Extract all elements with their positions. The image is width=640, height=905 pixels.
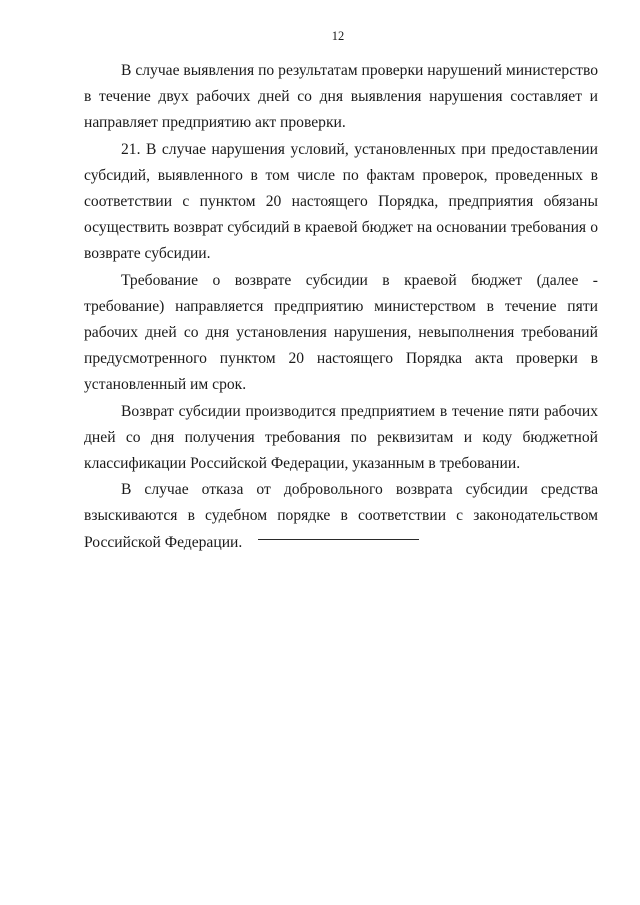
paragraph-court-recovery: В случае отказа от добровольного возврата субсидии средства взыскиваются в судебном порядке в соответствии с законодательством Российской Федерации.	[84, 481, 598, 551]
closing-rule	[258, 539, 419, 540]
paragraph-return-requirement: Требование о возврате субсидии в краевой бюджет (далее - требование) направляется предприятию министерством в течение пяти рабочих дней со дня установления нарушения, невыполнения требований предусмотренного пунктом 20 настоящего Порядка акта проверки в установленный им срок.	[84, 271, 598, 394]
page-number: 12	[331, 29, 345, 43]
document-body	[84, 58, 598, 556]
paragraph-21-subsidy-return: 21. В случае нарушения условий, установленных при предоставлении субсидий, выявленного в том числе по фактам проверок, проведенных в соответствии с пунктом 20 настоящего Порядка, предприятия обязаны осуществить возврат субсидий в краевой бюджет на основании требования о возврате субсидии.	[84, 140, 598, 263]
paragraph-return-procedure: Возврат субсидии производится предприятием в течение пяти рабочих дней со дня получения требования по реквизитам и коду бюджетной классификации Российской Федерации, указанным в требовании.	[84, 402, 598, 473]
paragraph-inspection-act: В случае выявления по результатам проверки нарушений министерство в течение двух рабочих дней со дня выявления нарушения составляет и направляет предприятию акт проверки.	[84, 62, 598, 132]
